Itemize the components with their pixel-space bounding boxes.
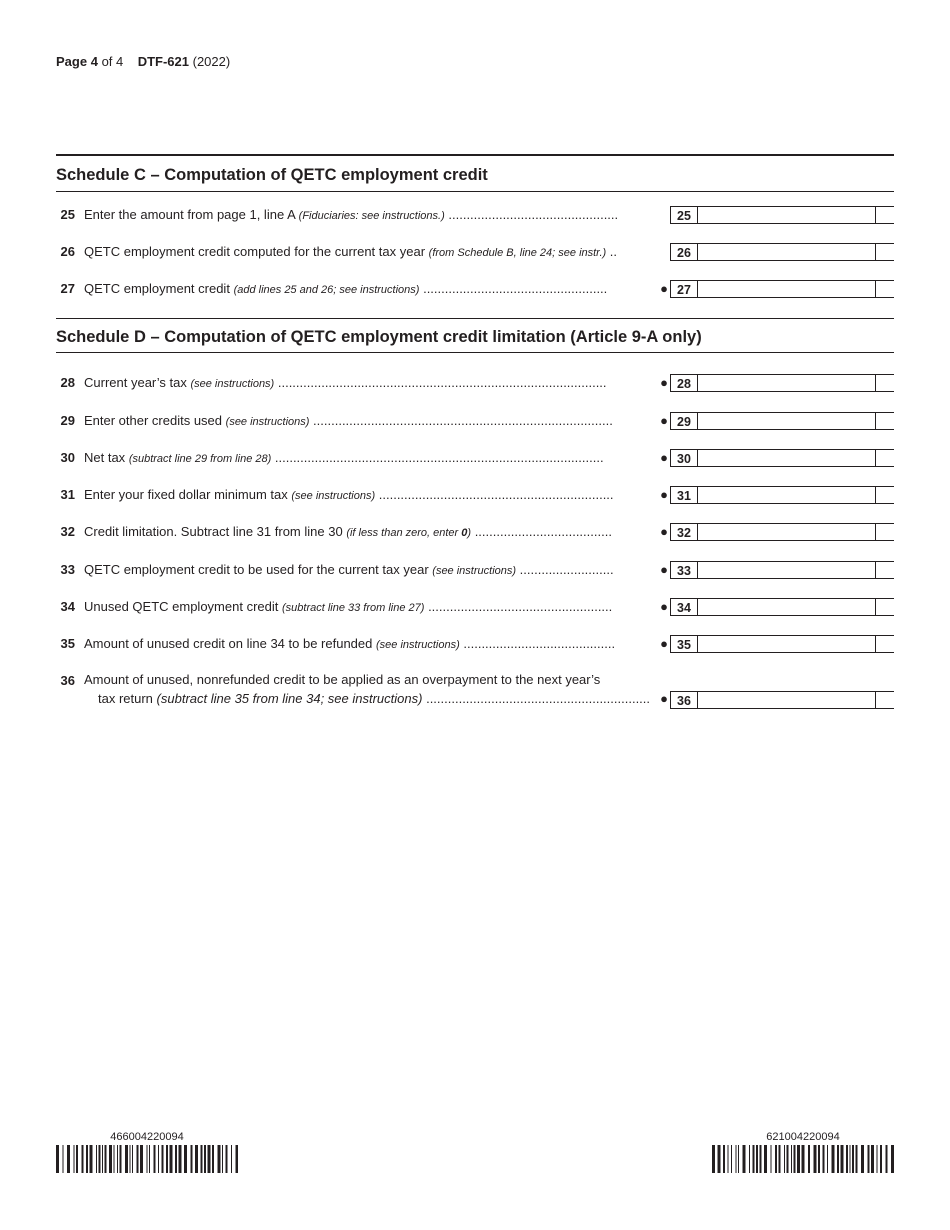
line-note: (add lines 25 and 26; see instructions) xyxy=(233,284,420,296)
amount-field-line-35[interactable] xyxy=(698,635,876,653)
cents-field-line-33[interactable] xyxy=(876,561,894,579)
line-number: 34 xyxy=(60,599,75,614)
line-note: (see instructions) xyxy=(225,416,310,428)
barcode-bar xyxy=(728,1145,729,1173)
line-36-note: (subtract line 35 from line 34; see instructions) xyxy=(156,691,423,706)
amount-field-line-28[interactable] xyxy=(698,374,876,392)
barcode-bar xyxy=(67,1145,70,1173)
line-note: (see instructions) xyxy=(190,378,275,390)
barcode-left xyxy=(56,1131,238,1173)
form-id: DTF-621 xyxy=(137,54,189,69)
barcode-bar xyxy=(158,1145,159,1173)
line-number: 28 xyxy=(60,375,75,390)
schedule-d-top-rule xyxy=(56,318,894,319)
leader-dots: ................................................... xyxy=(428,599,613,614)
barcode-bar xyxy=(868,1145,870,1173)
amount-field-line-25[interactable] xyxy=(698,206,876,224)
barcode-bar xyxy=(841,1145,844,1173)
line-description xyxy=(84,599,664,614)
line-note: (see instructions) xyxy=(291,490,376,502)
cents-field-line-35[interactable] xyxy=(876,635,894,653)
barcode-bar xyxy=(891,1145,894,1173)
barcode-bar xyxy=(723,1145,725,1173)
line-number: 31 xyxy=(60,487,75,502)
bullet-marker: ● xyxy=(660,562,668,577)
line-note: (see instructions) xyxy=(376,639,460,651)
line-note: (subtract line 33 from line 27) xyxy=(281,602,425,614)
bullet-marker: ● xyxy=(660,636,668,651)
barcode-bar xyxy=(212,1145,214,1173)
line-box-number: 26 xyxy=(670,243,698,261)
barcode-bar xyxy=(231,1145,232,1173)
barcode-bar xyxy=(130,1145,131,1173)
barcode-bar xyxy=(736,1145,737,1173)
barcode-bar xyxy=(808,1145,810,1173)
line-description xyxy=(84,487,664,502)
bullet-marker: ● xyxy=(660,487,668,502)
barcode-bar xyxy=(125,1145,128,1173)
cents-field-line-27[interactable] xyxy=(876,280,894,298)
barcode-bar xyxy=(886,1145,888,1173)
barcode-bar xyxy=(764,1145,767,1173)
line-box-number: 35 xyxy=(670,635,698,653)
amount-field-line-32[interactable] xyxy=(698,523,876,541)
barcode-bar xyxy=(861,1145,864,1173)
barcode-bar xyxy=(827,1145,828,1173)
line-note: (see instructions) xyxy=(432,565,517,577)
bullet-marker: ● xyxy=(660,281,668,296)
page-of: of 4 xyxy=(101,54,124,69)
barcode-bar xyxy=(218,1145,221,1173)
line-description xyxy=(84,450,664,465)
barcode-bar xyxy=(823,1145,825,1173)
line-box-number: 32 xyxy=(670,523,698,541)
barcode-bar xyxy=(753,1145,755,1173)
line-box-number: 29 xyxy=(670,412,698,430)
form-line-28 xyxy=(56,374,894,394)
barcode-bar xyxy=(880,1145,882,1173)
barcode-bar xyxy=(149,1145,150,1173)
leader-dots: .. xyxy=(609,244,618,259)
line-text: Enter your fixed dollar minimum tax xyxy=(84,487,288,502)
form-line-35 xyxy=(56,635,894,655)
line-description xyxy=(84,636,664,651)
barcode-bar xyxy=(852,1145,854,1173)
line-number: 30 xyxy=(60,450,75,465)
form-line-29 xyxy=(56,412,894,432)
amount-field-line-33[interactable] xyxy=(698,561,876,579)
amount-field-line-30[interactable] xyxy=(698,449,876,467)
leader-dots: ........................................................................................... xyxy=(274,450,604,465)
barcode-bar xyxy=(162,1145,164,1173)
line-number: 26 xyxy=(60,244,75,259)
line-description xyxy=(84,244,664,259)
bullet-marker: ● xyxy=(660,450,668,465)
barcode-bar xyxy=(743,1145,746,1173)
leader-dots: .............................................................. xyxy=(426,691,651,706)
barcode-bar xyxy=(226,1145,228,1173)
barcode-bar xyxy=(201,1145,203,1173)
barcode-bar xyxy=(82,1145,84,1173)
barcode-bar xyxy=(90,1145,93,1173)
leader-dots: ............................................... xyxy=(448,207,619,222)
schedule-d-title: Schedule D – Computation of QETC employment credit limitation (Article 9-A only) xyxy=(56,328,702,346)
line-note: (subtract line 29 from line 28) xyxy=(128,453,272,465)
barcode-bar xyxy=(204,1145,206,1173)
form-line-25 xyxy=(56,206,894,226)
barcode-bar xyxy=(132,1145,133,1173)
bullet-marker: ● xyxy=(660,375,668,390)
barcode-left-bars xyxy=(56,1145,238,1173)
barcode-bar xyxy=(154,1145,156,1173)
barcode-bar xyxy=(140,1145,143,1173)
line-number: 33 xyxy=(60,562,75,577)
line-36-text-1: Amount of unused, nonrefunded credit to be applied as an overpayment to the next year’s xyxy=(84,672,601,687)
cents-field-line-25[interactable] xyxy=(876,206,894,224)
line-note: (if less than zero, enter 0) xyxy=(346,527,472,539)
barcode-bar xyxy=(771,1145,772,1173)
amount-field-line-36[interactable] xyxy=(698,691,876,709)
barcode-bar xyxy=(86,1145,88,1173)
cents-field-line-36[interactable] xyxy=(876,691,894,709)
line-text: Current year’s tax xyxy=(84,375,187,390)
barcode-bar xyxy=(846,1145,848,1173)
barcode-bar xyxy=(856,1145,858,1173)
barcode-bar xyxy=(718,1145,721,1173)
page-label: Page xyxy=(56,54,88,69)
line-description xyxy=(84,207,664,222)
barcode-bar xyxy=(818,1145,820,1173)
barcode-bar xyxy=(749,1145,750,1173)
barcode-bar xyxy=(797,1145,800,1173)
barcode-bar xyxy=(166,1145,168,1173)
barcode-bar xyxy=(109,1145,112,1173)
line-number: 25 xyxy=(60,207,75,222)
cents-field-line-29[interactable] xyxy=(876,412,894,430)
barcode-bar xyxy=(137,1145,139,1173)
barcode-bar xyxy=(74,1145,75,1173)
barcode-bar xyxy=(105,1145,107,1173)
line-note: (Fiduciaries: see instructions.) xyxy=(298,210,445,222)
leader-dots: ................................................................. xyxy=(378,487,614,502)
line-box-number: 31 xyxy=(670,486,698,504)
line-box-number: 30 xyxy=(670,449,698,467)
amount-field-line-27[interactable] xyxy=(698,280,876,298)
amount-field-line-26[interactable] xyxy=(698,243,876,261)
barcode-bar xyxy=(779,1145,781,1173)
amount-field-line-31[interactable] xyxy=(698,486,876,504)
line-box-number: 27 xyxy=(670,280,698,298)
line-text: Amount of unused credit on line 34 to be refunded xyxy=(84,636,373,651)
schedule-c-top-rule xyxy=(56,154,894,156)
line-text: Credit limitation. Subtract line 31 from line 30 xyxy=(84,524,343,539)
form-line-31 xyxy=(56,486,894,506)
form-line-26 xyxy=(56,243,894,263)
line-note: (from Schedule B, line 24; see instr.) xyxy=(428,247,607,259)
schedule-c-title: Schedule C – Computation of QETC employment credit xyxy=(56,166,488,184)
barcode-bar xyxy=(784,1145,785,1173)
barcode-bar xyxy=(712,1145,715,1173)
line-description xyxy=(84,413,664,428)
form-line-34 xyxy=(56,598,894,618)
barcode-bar xyxy=(175,1145,177,1173)
line-description xyxy=(84,524,664,539)
leader-dots: ...................................... xyxy=(474,524,612,539)
barcode-bar xyxy=(791,1145,792,1173)
line-number: 27 xyxy=(60,281,75,296)
line-text: Net tax xyxy=(84,450,126,465)
line-36-text-2-main: tax return xyxy=(98,691,153,706)
barcode-bar xyxy=(179,1145,182,1173)
line-36-text-2 xyxy=(98,691,664,706)
amount-field-line-34[interactable] xyxy=(698,598,876,616)
barcode-bar xyxy=(195,1145,198,1173)
barcode-bar xyxy=(236,1145,239,1173)
barcode-bar xyxy=(147,1145,148,1173)
barcode-bar xyxy=(731,1145,732,1173)
barcode-right xyxy=(712,1131,894,1173)
line-text: QETC employment credit xyxy=(84,281,230,296)
line-text: Unused QETC employment credit xyxy=(84,599,279,614)
barcode-bar xyxy=(787,1145,789,1173)
barcode-bar xyxy=(222,1145,223,1173)
line-text: Enter other credits used xyxy=(84,413,223,428)
leader-dots: .......................... xyxy=(519,562,614,577)
form-year: (2022) xyxy=(192,54,231,69)
amount-field-line-29[interactable] xyxy=(698,412,876,430)
page-number: 4 xyxy=(90,54,98,69)
barcode-bar xyxy=(184,1145,187,1173)
barcode-bar xyxy=(96,1145,97,1173)
barcode-bar xyxy=(120,1145,122,1173)
barcode-bar xyxy=(170,1145,173,1173)
cents-field-line-31[interactable] xyxy=(876,486,894,504)
barcode-bar xyxy=(191,1145,193,1173)
barcode-bar xyxy=(114,1145,115,1173)
barcode-bar xyxy=(102,1145,103,1173)
barcode-bar xyxy=(877,1145,878,1173)
barcode-bar xyxy=(76,1145,78,1173)
barcode-bar xyxy=(794,1145,796,1173)
leader-dots: ........................................................................................... xyxy=(277,375,607,390)
barcode-bar xyxy=(56,1145,59,1173)
line-text: QETC employment credit to be used for the current tax year xyxy=(84,562,429,577)
barcode-bar xyxy=(117,1145,118,1173)
barcode-bar xyxy=(756,1145,758,1173)
cents-field-line-34[interactable] xyxy=(876,598,894,616)
line-box-number: 28 xyxy=(670,374,698,392)
barcode-bar xyxy=(775,1145,777,1173)
bullet-marker: ● xyxy=(660,599,668,614)
cents-field-line-26[interactable] xyxy=(876,243,894,261)
barcode-bar xyxy=(760,1145,762,1173)
form-line-33 xyxy=(56,561,894,581)
form-line-30 xyxy=(56,449,894,469)
line-box-number: 36 xyxy=(670,691,698,709)
cents-field-line-28[interactable] xyxy=(876,374,894,392)
cents-field-line-30[interactable] xyxy=(876,449,894,467)
bullet-marker: ● xyxy=(660,691,668,706)
form-line-27 xyxy=(56,280,894,300)
line-description xyxy=(84,281,664,296)
barcode-bar xyxy=(208,1145,211,1173)
schedule-c-title-rule xyxy=(56,191,894,192)
bullet-marker: ● xyxy=(660,524,668,539)
line-box-number: 25 xyxy=(670,206,698,224)
barcode-bar xyxy=(850,1145,851,1173)
barcode-bar xyxy=(738,1145,739,1173)
leader-dots: ................................................... xyxy=(423,281,608,296)
barcode-bar xyxy=(832,1145,835,1173)
barcode-bar xyxy=(63,1145,64,1173)
line-number: 32 xyxy=(60,524,75,539)
barcode-bar xyxy=(802,1145,805,1173)
page-header xyxy=(56,54,230,69)
line-number: 35 xyxy=(60,636,75,651)
barcode-bar xyxy=(814,1145,817,1173)
barcode-right-bars xyxy=(712,1145,894,1173)
barcode-left-number: 466004220094 xyxy=(110,1131,184,1143)
line-number: 29 xyxy=(60,413,75,428)
leader-dots: ................................................................................... xyxy=(313,413,613,428)
leader-dots: .......................................... xyxy=(463,636,616,651)
line-description xyxy=(84,375,664,390)
line-box-number: 34 xyxy=(670,598,698,616)
barcode-bar xyxy=(99,1145,101,1173)
barcode-bar xyxy=(871,1145,874,1173)
line-number: 36 xyxy=(60,673,75,688)
line-text: QETC employment credit computed for the current tax year xyxy=(84,244,426,259)
bullet-marker: ● xyxy=(660,413,668,428)
line-description xyxy=(84,562,664,577)
schedule-d-title-rule xyxy=(56,352,894,353)
line-box-number: 33 xyxy=(670,561,698,579)
form-line-32 xyxy=(56,523,894,543)
line-text: Enter the amount from page 1, line A xyxy=(84,207,296,222)
barcode-right-number: 621004220094 xyxy=(766,1131,840,1143)
form-line-36 xyxy=(56,672,894,712)
cents-field-line-32[interactable] xyxy=(876,523,894,541)
barcode-bar xyxy=(837,1145,839,1173)
